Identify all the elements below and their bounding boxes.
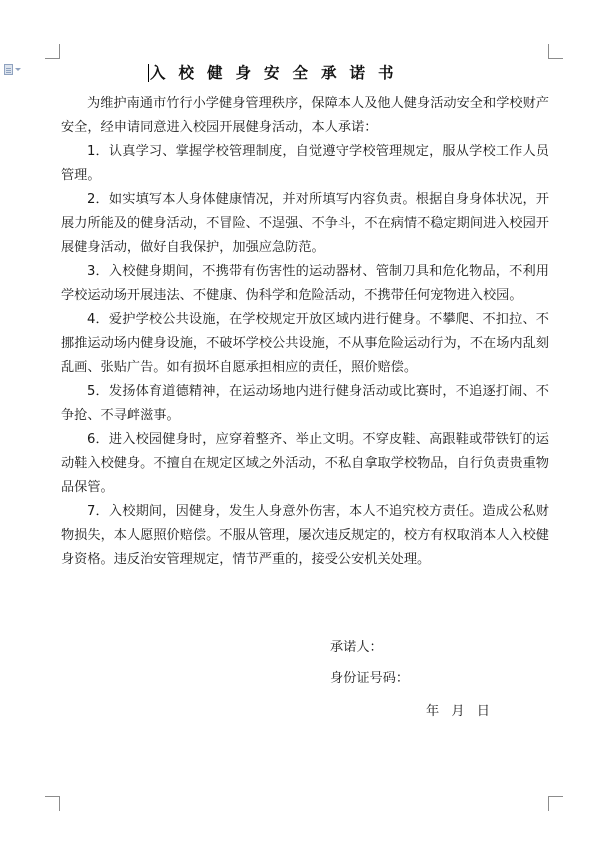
document-page-icon [4,64,13,75]
text-cursor [148,64,149,82]
chevron-down-icon [15,68,21,71]
intro-paragraph: 为维护南通市竹行小学健身管理秩序，保障本人及他人健身活动安全和学校财产安全，经申请同意进入校园开展健身活动，本人承诺： [61,96,549,135]
document-marker[interactable] [4,64,21,75]
clause-2: 2．如实填写本人身体健康情况，并对所填写内容负责。根据自身身体状况，开展力所能及的健身活动，不冒险、不逞强、不争斗，不在病情不稳定期间进入校园开展健身活动，做好自我保护，加强应急防范。 [61,192,549,255]
page-corner-bottom-right [548,796,563,811]
clause-3: 3．入校健身期间，不携带有伤害性的运动器材、管制刀具和危化物品，不利用学校运动场开展违法、不健康、伪科学和危险活动，不携带任何宠物进入校园。 [61,264,549,303]
document-body[interactable] [61,92,549,572]
clause-7: 7．入校期间，因健身，发生人身意外伤害，本人不追究校方责任。造成公私财物损失，本人愿照价赔偿。不服从管理，屡次违反规定的，校方有权取消本人入校健身资格。违反治安管理规定，情节严重的，接受公安机关处理。 [61,504,549,567]
page-corner-top-right [548,44,563,59]
clause-6: 6．进入校园健身时，应穿着整齐、举止文明。不穿皮鞋、高跟鞋或带铁钉的运动鞋入校健身。不擅自在规定区域之外活动，不私自拿取学校物品，自行负责贵重物品保管。 [61,432,549,495]
document-title: 入校健身安全承诺书 [150,64,407,82]
clause-5: 5．发扬体育道德精神，在运动场地内进行健身活动或比赛时，不追逐打闹、不争抢、不寻衅滋事。 [61,384,549,423]
date-label: 年 月 日 [426,704,490,719]
page-corner-top-left [45,44,60,59]
clause-4: 4．爱护学校公共设施，在学校规定开放区域内进行健身。不攀爬、不扣拉、不挪推运动场内健身设施，不破坏学校公共设施，不从事危险运动行为，不在场内乱刻乱画、张贴广告。如有损坏自愿承担相应的责任，照价赔偿。 [61,312,549,375]
page-corner-bottom-left [45,796,60,811]
promisor-label: 承诺人： [330,640,383,655]
clause-1: 1．认真学习、掌握学校管理制度，自觉遵守学校管理规定，服从学校工作人员管理。 [61,144,549,183]
id-number-label: 身份证号码： [330,671,410,686]
